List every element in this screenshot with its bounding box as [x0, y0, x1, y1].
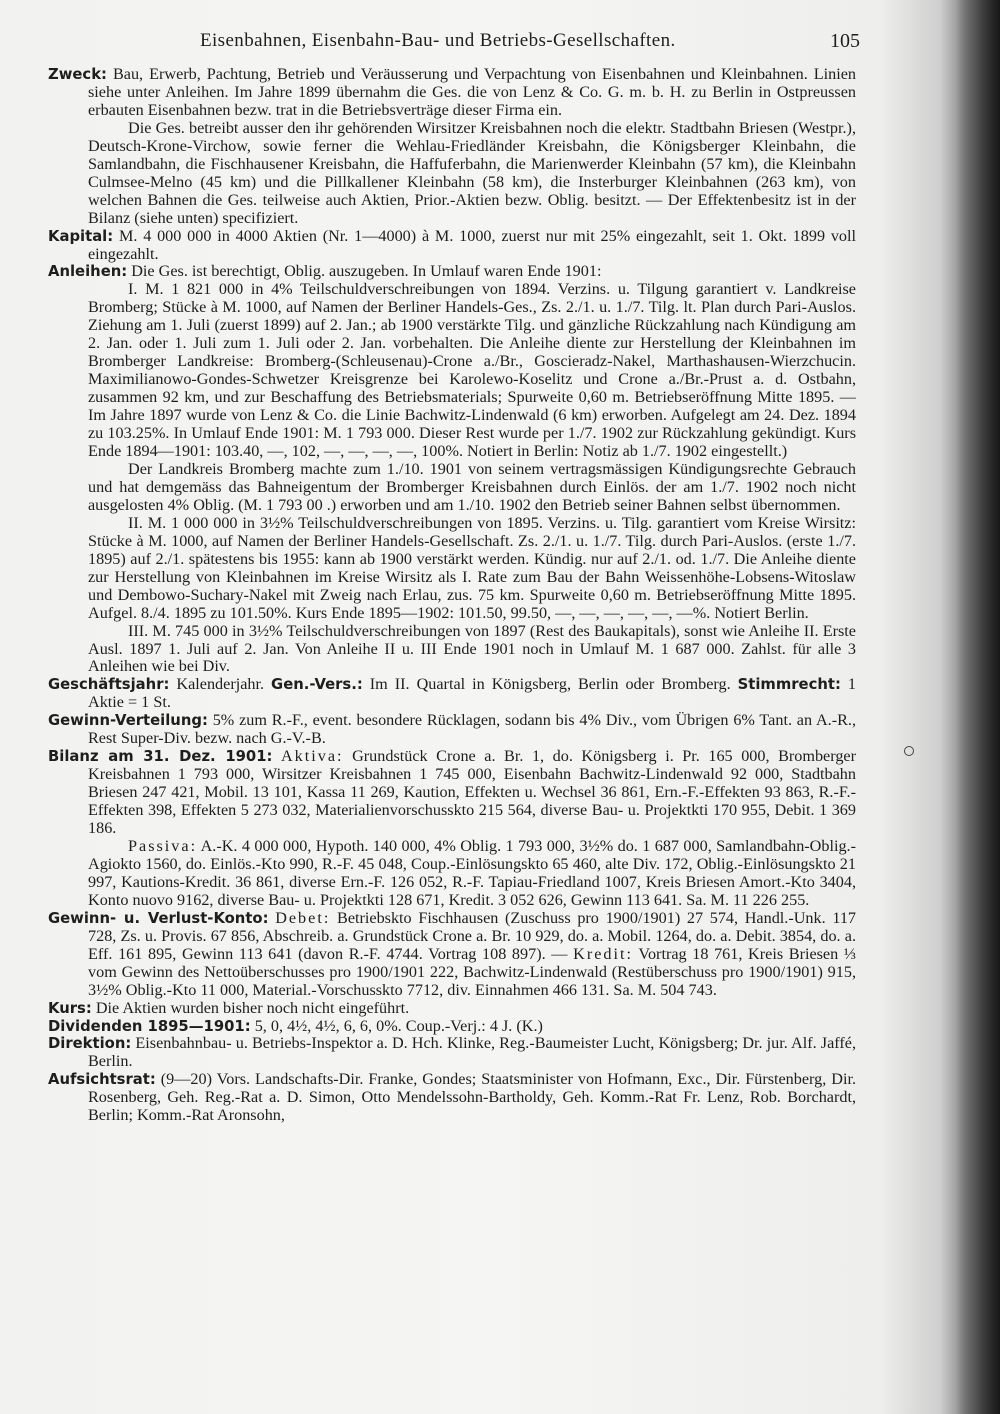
aufsichtsrat-label: Aufsichtsrat:	[48, 1071, 156, 1089]
anleihen-text: Die Ges. ist berechtigt, Oblig. auszugeben. In Umlauf waren Ende 1901:	[131, 262, 602, 281]
page-number: 105	[830, 30, 860, 52]
dividenden-entry	[48, 1018, 856, 1036]
header-title: Eisenbahnen, Eisenbahn-Bau- und Betriebs-Gesellschaften.	[200, 30, 676, 51]
kapital-text: M. 4 000 000 in 4000 Aktien (Nr. 1—4000) à M. 1000, zuerst nur mit 25% eingezahlt, seit 1. Okt. 1899 voll eingezahlt.	[88, 226, 857, 263]
kredit-text: Vortrag 18 761, Kreis Briesen ⅓ vom Gewinn des Nettoüberschusses pro 1900/1901 222, Bachwitz-Lindenwald (Restüberschuss pro 1900/1901) 915, 3½% Oblig.-Kto 11 000, Material.-Vorschusskto 7712, div. Einnahmen 466 131. Sa. M. 504 743.	[88, 944, 856, 999]
direktion-text: Eisenbahnbau- u. Betriebs-Inspektor a. D. Hch. Klinke, Reg.-Baumeister Lucht, Königsberg; Dr. jur. Alf. Jaffé, Berlin.	[88, 1034, 856, 1071]
zweck-text: Bau, Erwerb, Pachtung, Betrieb und Veräusserung und Verpachtung von Eisenbahnen und Kleinbahnen. Linien siehe unter Anleihen. Im Jahre 1899 übernahm die Ges. die von Lenz & Co. G. m. b. H. zu Berlin in Ostpreussen erbauten Eisenbahnen bezw. trat in die Betriebsverträge dieser Firma ein.	[88, 65, 857, 119]
bilanz-entry	[48, 748, 856, 838]
dividenden-text: 5, 0, 4½, 4½, 6, 6, 0%. Coup.-Verj.: 4 J. (K.)	[254, 1016, 543, 1035]
gewinnverteilung-label: Gewinn-Verteilung:	[48, 712, 208, 730]
bilanz-label: Bilanz am 31. Dez. 1901:	[48, 748, 273, 766]
kapital-label: Kapital:	[48, 227, 114, 245]
page-body	[48, 66, 856, 1125]
aktiva-text: Grundstück Crone a. Br. 1, do. Königsberg i. Pr. 165 000, Bromberger Kreisbahnen 1 793 000, Wirsitzer Kreisbahnen 1 745 000, Eisenbahn Bachwitz-Lindenwald 92 000, Stadtbahn Briesen 247 421, Mobil. 13 101, Kassa 11 269, Kaution, Effekten u. Wechsel 36 861, Ern.-F.-Effekten 93 863, R.-F.-Effekten 398, Effekten 5 273 032, Materialienvorschusskto 215 564, diverse Bau- u. Projektkti 170 955, Debit. 1 369 186.	[88, 747, 856, 838]
passiva-text: A.-K. 4 000 000, Hypoth. 140 000, 4% Oblig. 1 793 000, 3½% do. 1 687 000, Samlandbahn-Oblig.-Agiokto 1560, do. Einlös.-Kto 990, R.-F. 45 048, Coup.-Einlösungskto 65 460, alte Div. 172, Oblig.-Einlösungskto 21 997, Kautions-Kredit. 36 861, diverse Ern.-F. 126 052, R.-F. Tapiau-Friedland 1007, Kreis Briesen Amort.-Kto 3404, Konto nuovo 9162, diverse Bau- u. Projektkti 128 671, Kredit. 3 052 626, Gewinn 113 641. Sa. M. 11 226 255.	[88, 836, 856, 909]
margin-hole-mark	[904, 746, 914, 756]
zweck-entry	[48, 66, 856, 120]
stimmrecht-text: 1 Aktie = 1 St.	[88, 675, 856, 712]
anleihe-1: I. M. 1 821 000 in 4% Teilschuldverschreibungen von 1894. Verzins. u. Tilgung garantiert v. Landkreise Bromberg; Stücke à M. 1000, auf Namen der Berliner Handels-Ges., Zs. 2./1. u. 1./7. Tilg. lt. Plan durch Pari-Auslos. Ziehung am 1. Juli (zuerst 1899) auf 2. Jan.; ab 1900 verstärkte Tilg. und gänzliche Rückzahlung nach Kündigung am 2. Jan. oder 1. Juli zum 1. Juli oder 2. Jan. vorbehalten. Die Anleihe diente zur Herstellung der Kleinbahnen im Bromberger Landkreise: Bromberg-(Schleusenau)-Crone a./Br., Goscieradz-Nakel, Marthashausen-Wierzchucin. Maximilianowo-Gondes-Schwetzer Kreisgrenze bei Karolewo-Koselitz und Crone a./Br.-Prust a. d. Ostbahn, zusammen 92 km, und zur Beschaffung des Betriebsmaterials; Spurweite 0,60 m. Betriebseröffnung Mitte 1895. — Im Jahre 1897 wurde von Lenz & Co. die Linie Bachwitz-Lindenwald (6 km) erworben. Aufgelegt am 24. Dez. 1894 zu 103.25%. In Umlauf Ende 1901: M. 1 793 000. Dieser Rest wurde per 1./7. 1902 zur Rückzahlung gekündigt. Kurs Ende 1894—1901: 103.40, —, 102, —, —, —, —, 100%. Notiert in Berlin: Notiz ab 1./7. 1902 eingestellt.)	[88, 280, 856, 461]
debet-label: Debet:	[275, 908, 331, 927]
anleihen-entry	[48, 263, 856, 281]
passiva-entry	[48, 838, 856, 910]
kurs-entry	[48, 1000, 856, 1018]
geschaeftsjahr-entry	[48, 676, 856, 712]
genvers-label: Gen.-Vers.:	[271, 676, 363, 694]
kapital-entry	[48, 228, 856, 264]
zweck-label: Zweck:	[48, 66, 107, 83]
direktion-label: Direktion:	[48, 1035, 132, 1053]
gewinnverteilung-text: 5% zum R.-F., event. besondere Rücklagen, sodann bis 4% Div., vom Übrigen 6% Tant. an A.-R., Rest Super-Div. bezw. nach G.-V.-B.	[88, 711, 857, 748]
anleihe-3: III. M. 745 000 in 3½% Teilschuldverschreibungen von 1897 (Rest des Baukapitals), sonst wie Anleihe II. Erste Ausl. 1897 1. Juli auf 2. Jan. Von Anleihe II u. III Ende 1901 noch in Umlauf M. 1 687 000. Zahlst. für alle 3 Anleihen wie bei Div.	[88, 621, 856, 676]
anleihe-2: II. M. 1 000 000 in 3½% Teilschuldverschreibungen von 1895. Verzins. u. Tilg. garantiert vom Kreise Wirsitz: Stücke à M. 1000, auf Namen der Berliner Handels-Gesellschaft. Zs. 2./1. u. 1./7. Tilg. durch Pari-Auslos. (erste 1./7. 1895) auf 2./1. spätestens bis 1955: kann ab 1900 verstärkt werden. Kündig. nur auf 2./1. od. 1./7. Die Anleihe diente zur Herstellung von Kleinbahnen im Kreise Wirsitz als I. Rate zum Bau der Bahn Weissenhöhe-Lobsens-Witoslaw und Dembowo-Suchary-Nakel mit Zweig nach Erlau, zus. 75 km. Spurweite 0,60 m. Betriebseröffnung Mitte 1895. Aufgel. 8./4. 1895 zu 101.50%. Kurs Ende 1895—1902: 101.50, 99.50, —, —, —, —, —, —%. Notiert Berlin.	[88, 513, 856, 622]
aufsichtsrat-entry	[48, 1071, 856, 1125]
zweck-text-2: Die Ges. betreibt ausser den ihr gehörenden Wirsitzer Kreisbahnen noch die elektr. Stadtbahn Briesen (Westpr.), Deutsch-Krone-Virchow, sowie ferner die Wehlau-Friedländer Kreisbahn, die Königsberger Kleinbahn, die Samlandbahn, die Fischhausener Kreisbahn, die Haffuferbahn, die Marienwerder Kleinbahn (57 km), die Kleinbahn Culmsee-Melno (45 km) und die Pillkallener Kleinbahn (58 km), die Insterburger Kleinbahnen (263 km), von welchen Bahnen die Ges. teilweise auch Aktien, Prior.-Aktien bezw. Oblig. besitzt. — Der Effektenbesitz ist in der Bilanz (siehe unten) specifiziert.	[88, 118, 856, 227]
debet-text: Betriebskto Fischhausen (Zuschuss pro 1900/1901) 27 574, Handl.-Unk. 117 728, Zs. u. Provis. 67 856, Abschreib. a. Grundstück Crone a. Br. 10 929, do. a. Mobil. 1264, do. a. Debit. 3854, do. a. Eff. 161 895, Gewinn 113 641 (davon R.-F. 4744. Vortrag 108 897).	[88, 908, 857, 963]
direktion-entry	[48, 1035, 856, 1071]
aufsichtsrat-text: (9—20) Vors. Landschafts-Dir. Franke, Gondes; Staatsminister von Hofmann, Exc., Dir. Fürstenberg, Dir. Rosenberg, Geh. Reg.-Rat a. D. Simon, Otto Mendelssohn-Bartholdy, Geh. Komm.-Rat Fr. Lenz, Rob. Borchardt, Berlin; Komm.-Rat Aronsohn,	[88, 1070, 856, 1125]
aktiva-label: Aktiva:	[280, 747, 344, 766]
anleihe-1-note: Der Landkreis Bromberg machte zum 1./10. 1901 von seinem vertragsmässigen Kündigungsrechte Gebrauch und hat demgemäss das Bahneigentum der Bromberger Kreisbahnen durch Einlös. der am 1./7. 1902 noch nicht ausgelosten 4% Oblig. (M. 1 793 00 .) erworben und am 1./10. 1902 den Betrieb seiner Bahnen selbst übernommen.	[88, 459, 856, 514]
guv-entry: Gewinn- u. Verlust-Konto: Debet: Betriebskto Fischhausen (Zuschuss pro 1900/1901) 27 574, Handl.-Unk. 117 728, Zs. u. Provis. 67 856, Abschreib. a. Grundstück Crone a. Br. 10 929, do. a. Mobil. 1264, do. a. Debit. 3854, do. a. Eff. 161 895, Gewinn 113 641 (davon R.-F. 4744. Vortrag 108 897). — Kredit: Vortrag 18 761, Kreis Briesen ⅓ vom Gewinn des Nettoüberschusses pro 1900/1901 222, Bachwitz-Lindenwald (Restüberschuss pro 1900/1901) 915, 3½% Oblig.-Kto 11 000, Material.-Vorschusskto 7712, div. Einnahmen 466 131. Sa. M. 504 743.	[48, 908, 857, 999]
kurs-text: Die Aktien wurden bisher noch nicht eingeführt.	[95, 998, 410, 1017]
gewinnverteilung-entry	[48, 712, 856, 748]
dividenden-label: Dividenden 1895—1901:	[48, 1017, 251, 1035]
stimmrecht-label: Stimmrecht:	[737, 676, 841, 694]
book-gutter-shadow	[956, 0, 1000, 1414]
kurs-label: Kurs:	[48, 999, 92, 1017]
geschaeftsjahr-text: Kalenderjahr.	[176, 675, 265, 694]
genvers-text: Im II. Quartal in Königsberg, Berlin oder Bromberg.	[369, 675, 731, 694]
running-header	[60, 26, 860, 60]
anleihen-label: Anleihen:	[48, 263, 128, 281]
geschaeftsjahr-label: Geschäftsjahr:	[48, 676, 170, 694]
guv-label: Gewinn- u. Verlust-Konto:	[48, 909, 269, 927]
passiva-label: Passiva:	[128, 836, 198, 855]
kredit-label: Kredit:	[573, 944, 633, 963]
